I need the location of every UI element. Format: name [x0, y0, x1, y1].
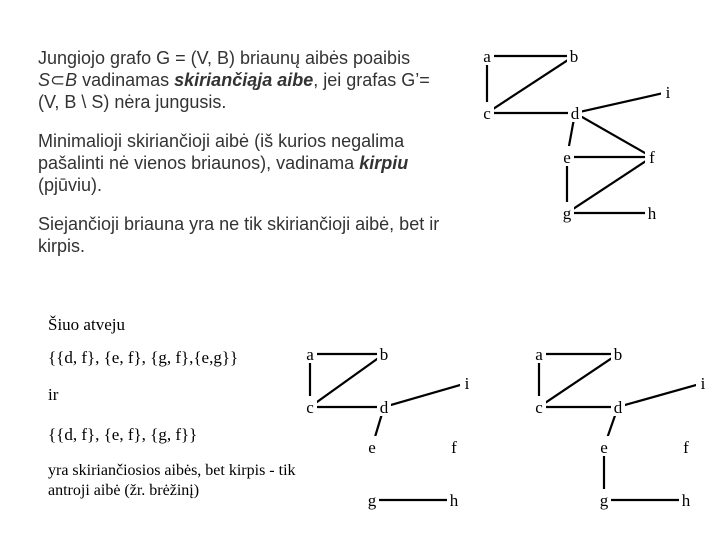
example-set-1: {{d, f}, {e, f}, {g, f},{e,g}} [48, 348, 239, 367]
node-d: d [379, 398, 389, 417]
node-b: b [613, 345, 623, 364]
definition-text: S⊂B [38, 70, 78, 90]
edge-b-c [315, 357, 379, 403]
edge-d-i [390, 385, 461, 406]
definition-text: vadinamas [77, 70, 175, 90]
edge-b-c [492, 59, 569, 109]
node-a: a [306, 345, 314, 364]
edge-d-f [580, 116, 647, 154]
node-g: g [562, 204, 572, 223]
definition-text: , jei grafas G’=(V, B \ S) nėra jungusis. [38, 70, 430, 112]
node-b: b [379, 345, 389, 364]
node-f: f [649, 148, 655, 167]
node-e: e [368, 438, 376, 457]
definition-text: Minimalioji skiriančioji aibė (iš kurios negalima pašalinti nė vienos briaunos), vadinama [38, 131, 405, 173]
graph-cut-2 [532, 343, 710, 510]
graph-cut-1 [303, 343, 474, 510]
edge-b-c [544, 357, 613, 403]
edge-g-f [572, 160, 647, 209]
node-i: i [464, 374, 470, 393]
emphasized-term: skiriančiąja aibe [174, 70, 314, 90]
node-i: i [665, 83, 671, 102]
node-g: g [367, 491, 377, 510]
node-h: h [681, 491, 691, 510]
node-f: f [683, 438, 689, 457]
node-c: c [306, 398, 314, 417]
node-a: a [483, 47, 491, 66]
node-g: g [599, 491, 609, 510]
definition-text: Jungiojo grafo G = (V, B) briaunų aibės poaibis [38, 48, 411, 68]
node-c: c [535, 398, 543, 417]
node-f: f [451, 438, 457, 457]
edge-d-i [581, 93, 662, 111]
example-note: yra skiriančiosios aibės, bet kirpis - tik antroji aibė (žr. brėžinį) [48, 462, 296, 499]
edge-d-i [624, 385, 697, 406]
node-c: c [483, 104, 491, 123]
node-d: d [570, 104, 580, 123]
example-set-2: {{d, f}, {e, f}, {g, f}} [48, 425, 198, 444]
node-b: b [569, 47, 579, 66]
node-h: h [449, 491, 459, 510]
graph-original [480, 45, 675, 223]
emphasized-term: kirpiu [359, 153, 409, 173]
node-d: d [613, 398, 623, 417]
definition-text: Siejančioji briauna yra ne tik skiriančioji aibė, bet ir kirpis. [38, 214, 440, 256]
node-e: e [563, 148, 571, 167]
example-conjunction: ir [48, 385, 59, 404]
node-a: a [535, 345, 543, 364]
node-e: e [600, 438, 608, 457]
definition-text: (pjūviu). [38, 175, 103, 195]
node-i: i [700, 374, 706, 393]
node-h: h [647, 204, 657, 223]
example-title: Šiuo atveju [48, 315, 125, 334]
